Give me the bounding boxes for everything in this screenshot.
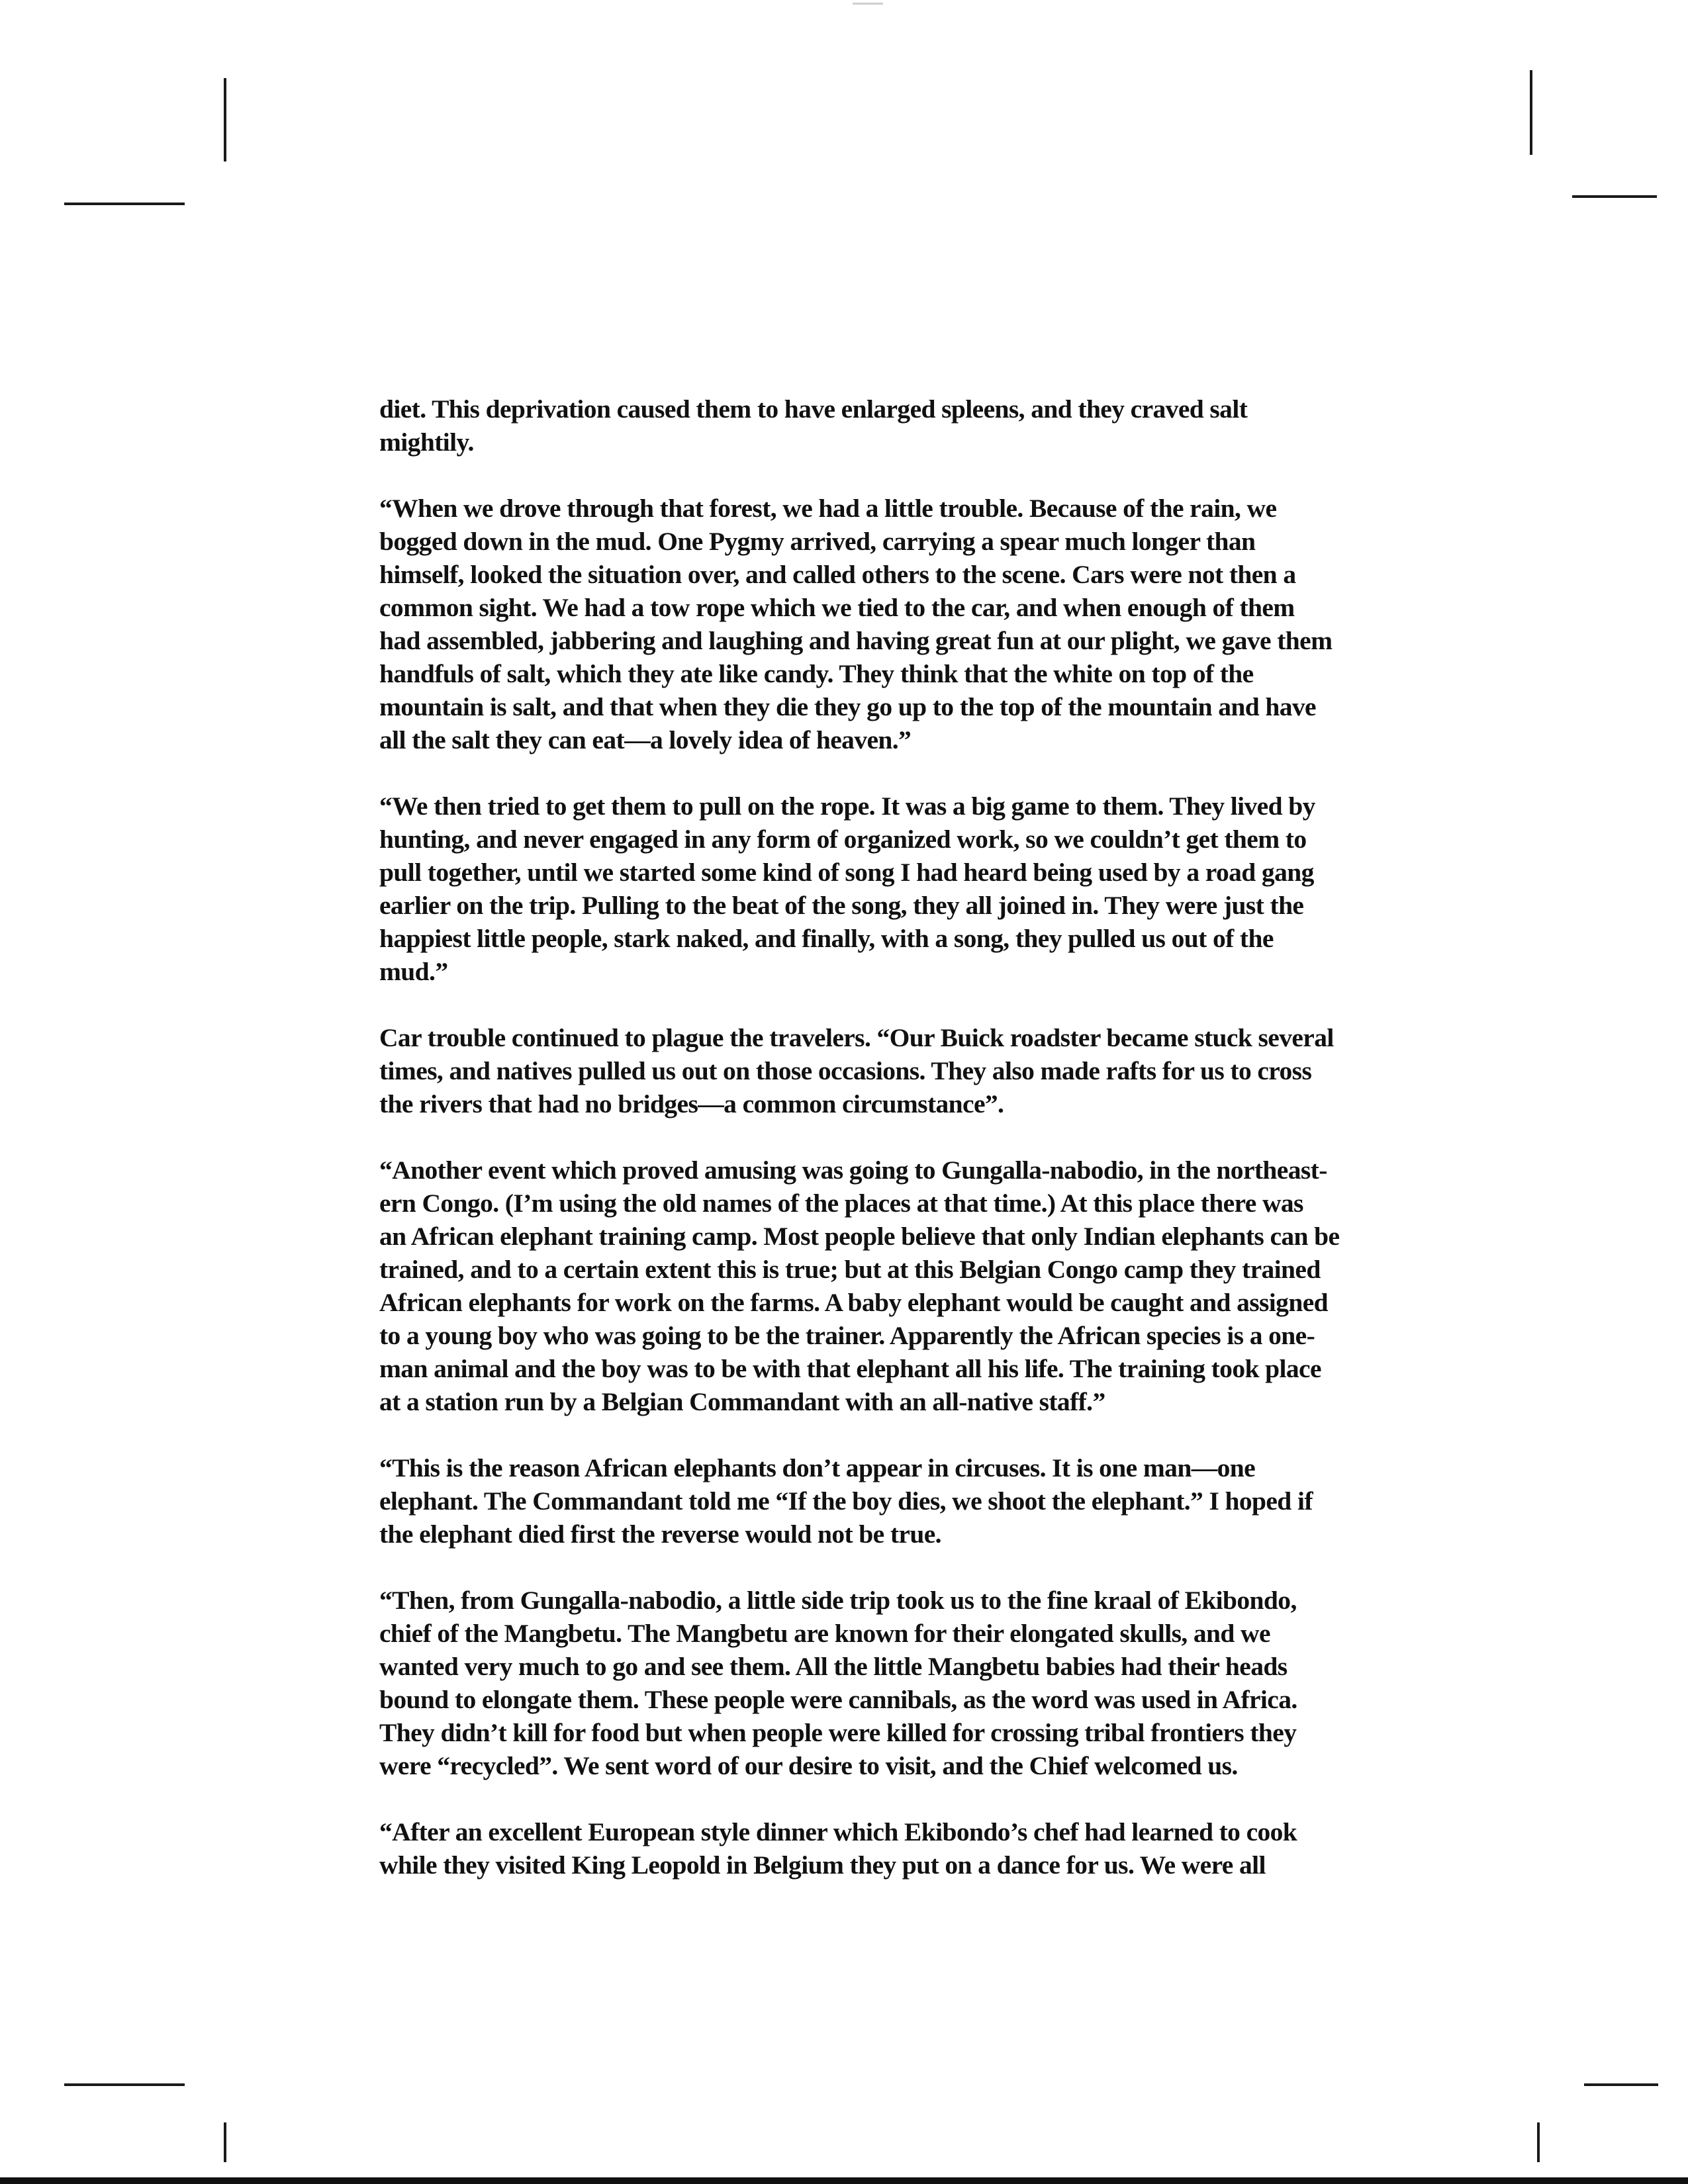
text-line: mud.”: [379, 957, 448, 986]
text-line: mightily.: [379, 428, 474, 457]
text-line: mountain is salt, and that when they die they go up to the top of the mountain and have: [379, 692, 1316, 721]
text-line: man animal and the boy was to be with that elephant all his life. The training took place: [379, 1354, 1321, 1383]
text-line: “Then, from Gungalla-nabodio, a little side trip took us to the fine kraal of Ekibondo,: [379, 1586, 1297, 1615]
paragraph: [379, 1584, 1385, 1782]
paragraph: [379, 1815, 1385, 1882]
text-line: common sight. We had a tow rope which we tied to the car, and when enough of them: [379, 593, 1295, 622]
text-line: while they visited King Leopold in Belgium they put on a dance for us. We were all: [379, 1850, 1266, 1880]
text-line: “After an excellent European style dinner which Ekibondo’s chef had learned to cook: [379, 1817, 1297, 1846]
text-line: had assembled, jabbering and laughing and having great fun at our plight, we gave them: [379, 626, 1333, 655]
text-line: diet. This deprivation caused them to have enlarged spleens, and they craved salt: [379, 394, 1248, 424]
text-line: “Another event which proved amusing was going to Gungalla-nabodio, in the northeast-: [379, 1156, 1327, 1185]
text-line: Car trouble continued to plague the travelers. “Our Buick roadster became stuck several: [379, 1023, 1334, 1052]
paragraph: [379, 1021, 1385, 1120]
text-line: all the salt they can eat—a lovely idea of heaven.”: [379, 725, 912, 754]
text-line: were “recycled”. We sent word of our desire to visit, and the Chief welcomed us.: [379, 1751, 1238, 1780]
text-line: the rivers that had no bridges—a common circumstance”.: [379, 1089, 1004, 1118]
text-line: bound to elongate them. These people were cannibals, as the word was used in Africa.: [379, 1685, 1297, 1714]
text-line: They didn’t kill for food but when people were killed for crossing tribal frontiers they: [379, 1718, 1297, 1747]
text-line: the elephant died first the reverse would not be true.: [379, 1520, 941, 1549]
text-line: at a station run by a Belgian Commandant with an all-native staff.”: [379, 1387, 1105, 1416]
text-line: “This is the reason African elephants don’t appear in circuses. It is one man—one: [379, 1453, 1256, 1482]
text-line: himself, looked the situation over, and called others to the scene. Cars were not then a: [379, 560, 1296, 589]
paragraph: [379, 392, 1385, 459]
text-line: ern Congo. (I’m using the old names of the places at that time.) At this place there was: [379, 1189, 1303, 1218]
text-line: times, and natives pulled us out on those occasions. They also made rafts for us to cross: [379, 1056, 1312, 1085]
text-line: bogged down in the mud. One Pygmy arrived, carrying a spear much longer than: [379, 527, 1256, 556]
scan-bottom-edge: [0, 2177, 1688, 2184]
paragraph: [379, 492, 1385, 756]
text-line: “We then tried to get them to pull on the rope. It was a big game to them. They lived by: [379, 792, 1315, 821]
text-line: handfuls of salt, which they ate like candy. They think that the white on top of the: [379, 659, 1254, 688]
crop-mark-bottom-left-vertical: [224, 2122, 226, 2162]
text-line: African elephants for work on the farms. A baby elephant would be caught and assigned: [379, 1288, 1328, 1317]
body-text: [379, 392, 1385, 1915]
text-line: chief of the Mangbetu. The Mangbetu are known for their elongated skulls, and we: [379, 1619, 1270, 1648]
text-line: trained, and to a certain extent this is true; but at this Belgian Congo camp they trained: [379, 1255, 1321, 1284]
text-line: “When we drove through that forest, we had a little trouble. Because of the rain, we: [379, 494, 1277, 523]
paragraph: [379, 1154, 1385, 1418]
text-line: hunting, and never engaged in any form of organized work, so we couldn’t get them to: [379, 825, 1307, 854]
text-line: wanted very much to go and see them. All the little Mangbetu babies had their heads: [379, 1652, 1288, 1681]
text-line: to a young boy who was going to be the trainer. Apparently the African species is a one-: [379, 1321, 1315, 1350]
crop-mark-top-left-vertical: [224, 78, 226, 161]
crop-mark-top-left-horizontal: [64, 203, 185, 205]
text-line: happiest little people, stark naked, and finally, with a song, they pulled us out of the: [379, 924, 1274, 953]
text-line: elephant. The Commandant told me “If the boy dies, we shoot the elephant.” I hoped if: [379, 1486, 1313, 1516]
crop-mark-top-right-vertical: [1530, 70, 1532, 155]
crop-mark-bottom-right-horizontal: [1584, 2083, 1658, 2086]
text-line: an African elephant training camp. Most people believe that only Indian elephants can be: [379, 1222, 1340, 1251]
crop-mark-bottom-right-vertical: [1537, 2122, 1540, 2162]
crop-mark-top-right-horizontal: [1572, 195, 1657, 198]
paragraph: [379, 1451, 1385, 1551]
scan-speck: [853, 3, 883, 5]
text-line: earlier on the trip. Pulling to the beat of the song, they all joined in. They were just the: [379, 891, 1304, 920]
text-line: pull together, until we started some kind of song I had heard being used by a road gang: [379, 858, 1314, 887]
crop-mark-bottom-left-horizontal: [64, 2083, 185, 2086]
paragraph: [379, 790, 1385, 988]
